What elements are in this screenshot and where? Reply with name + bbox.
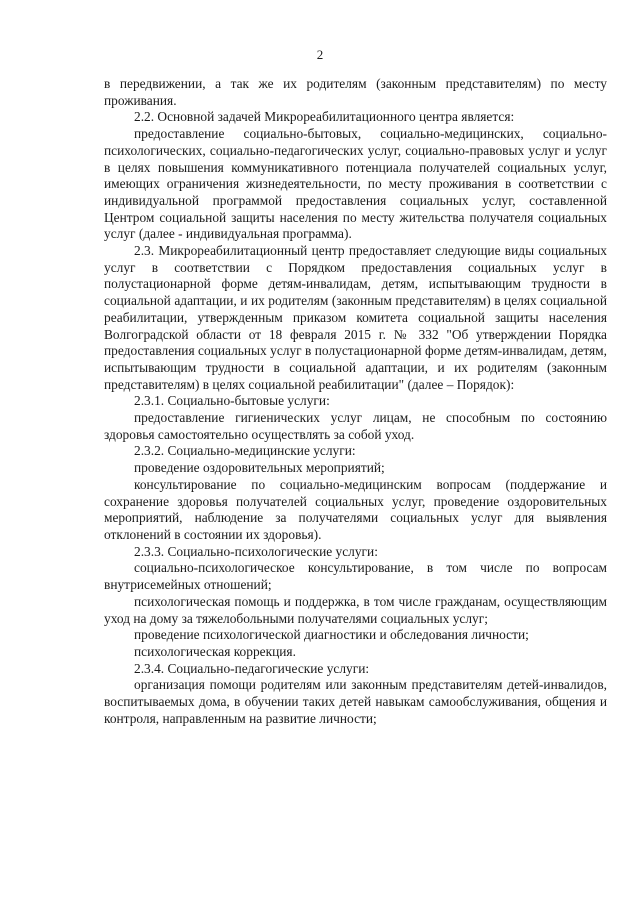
paragraph: предоставление гигиенических услуг лицам, не способным по состоянию здоровья самостоятельно осуществлять за собой уход. xyxy=(104,410,607,442)
paragraph: в передвижении, а так же их родителям (законным представителям) по месту проживания. xyxy=(104,76,607,108)
paragraph: психологическая коррекция. xyxy=(134,643,296,659)
page-number: 2 xyxy=(316,47,324,62)
paragraph: 2.2. Основной задачей Микрореабилитационного центра является: xyxy=(134,109,515,125)
section-heading: 2.3.3. Социально-психологические услуги: xyxy=(134,543,378,559)
paragraph: социально-психологическое консультирование, в том числе по вопросам внутрисемейных отношений; xyxy=(104,560,607,593)
section-heading: 2.3.1. Социально-бытовые услуги: xyxy=(134,393,330,409)
document-body xyxy=(104,76,607,727)
paragraph: 2.3. Микрореабилитационный центр предоставляет следующие виды социальных услуг в соответствии с Порядком предоставления социальных услуг в полустационарной форме детям-инвалидам, детям, испытывающим трудности в социальной адаптации, и их родителям (законным представителям) в целях социальной реабилитации, утвержденным приказом комитета социальной защиты населения Волгоградской области от 18 февраля 2015 г. № 332 "Об утверждении Порядка предоставления социальных услуг в полустационарной форме детям-инвалидам, детям, испытывающим трудности в социальной адаптации, и их родителям (законным представителям) в целях социальной реабилитации" (далее – Порядок): xyxy=(104,243,607,392)
section-heading: 2.3.2. Социально-медицинские услуги: xyxy=(134,443,356,459)
section-heading: 2.3.4. Социально-педагогические услуги: xyxy=(134,660,370,676)
paragraph: психологическая помощь и поддержка, в том числе гражданам, осуществляющим уход на дому за тяжелобольными получателями социальных услуг; xyxy=(104,593,607,626)
paragraph: проведение оздоровительных мероприятий; xyxy=(134,460,385,476)
paragraph: консультирование по социально-медицинским вопросам (поддержание и сохранение здоровья получателей социальных услуг, проведение оздоровительных мероприятий, наблюдение за получателями социальных услуг для выявления отклонений в состоянии их здоровья). xyxy=(104,476,607,542)
paragraph: предоставление социально-бытовых, социально-медицинских, социально-психологических, социально-педагогических услуг, социально-правовых услуг и услуг в целях повышения коммуникативного потенциала получателей социальных услуг, имеющих ограничения жизнедеятельности, по месту проживания в соответствии с индивидуальной программой предоставления социальных услуг, составленной Центром социальной защиты населения по месту жительства получателя социальных услуг (далее - индивидуальная программа). xyxy=(104,126,607,242)
paragraph: проведение психологической диагностики и обследования личности; xyxy=(134,627,529,643)
paragraph: организация помощи родителям или законным представителям детей-инвалидов, воспитываемых дома, в обучении таких детей навыкам самообслуживания, общения и контроля, направленным на развитие личности; xyxy=(104,677,607,726)
